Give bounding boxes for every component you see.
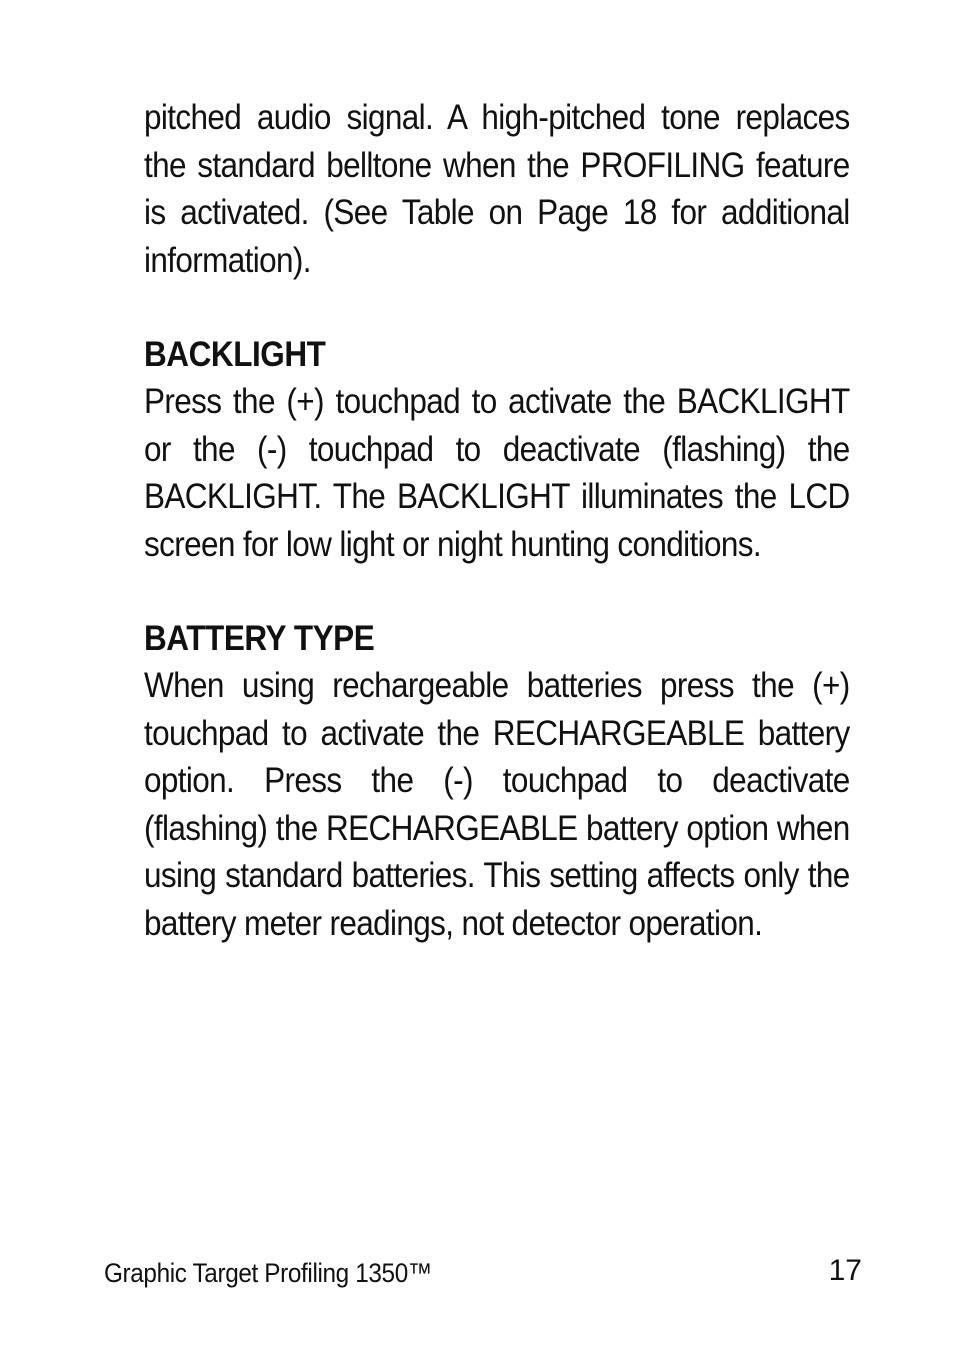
section-spacer — [144, 568, 850, 615]
intro-paragraph: pitched audio signal. A high-pitched tone replaces the standard belltone when the PROFILING feature is activated. (See Table on Page 18 for additional information). — [144, 98, 850, 280]
battery-type-section — [144, 615, 850, 947]
backlight-heading: BACKLIGHT — [144, 335, 326, 374]
manual-title-footer: Graphic Target Profiling 1350™ — [104, 1258, 432, 1288]
backlight-section — [144, 331, 850, 568]
manual-page-content — [144, 94, 850, 947]
battery-type-paragraph: When using rechargeable batteries press the (+) touchpad to activate the RECHARGEABLE battery option. Press the (-) touchpad to deactivate (flashing) the RECHARGEABLE battery option when using standard batteries. This setting affects only the battery meter readings, not detector operation. — [144, 666, 850, 943]
section-spacer — [144, 284, 850, 331]
backlight-paragraph: Press the (+) touchpad to activate the BACKLIGHT or the (-) touchpad to deactivate (flashing) the BACKLIGHT. The BACKLIGHT illuminates the LCD screen for low light or night hunting conditions. — [144, 382, 850, 564]
battery-type-heading: BATTERY TYPE — [144, 619, 375, 658]
page-number: 17 — [828, 1254, 862, 1287]
